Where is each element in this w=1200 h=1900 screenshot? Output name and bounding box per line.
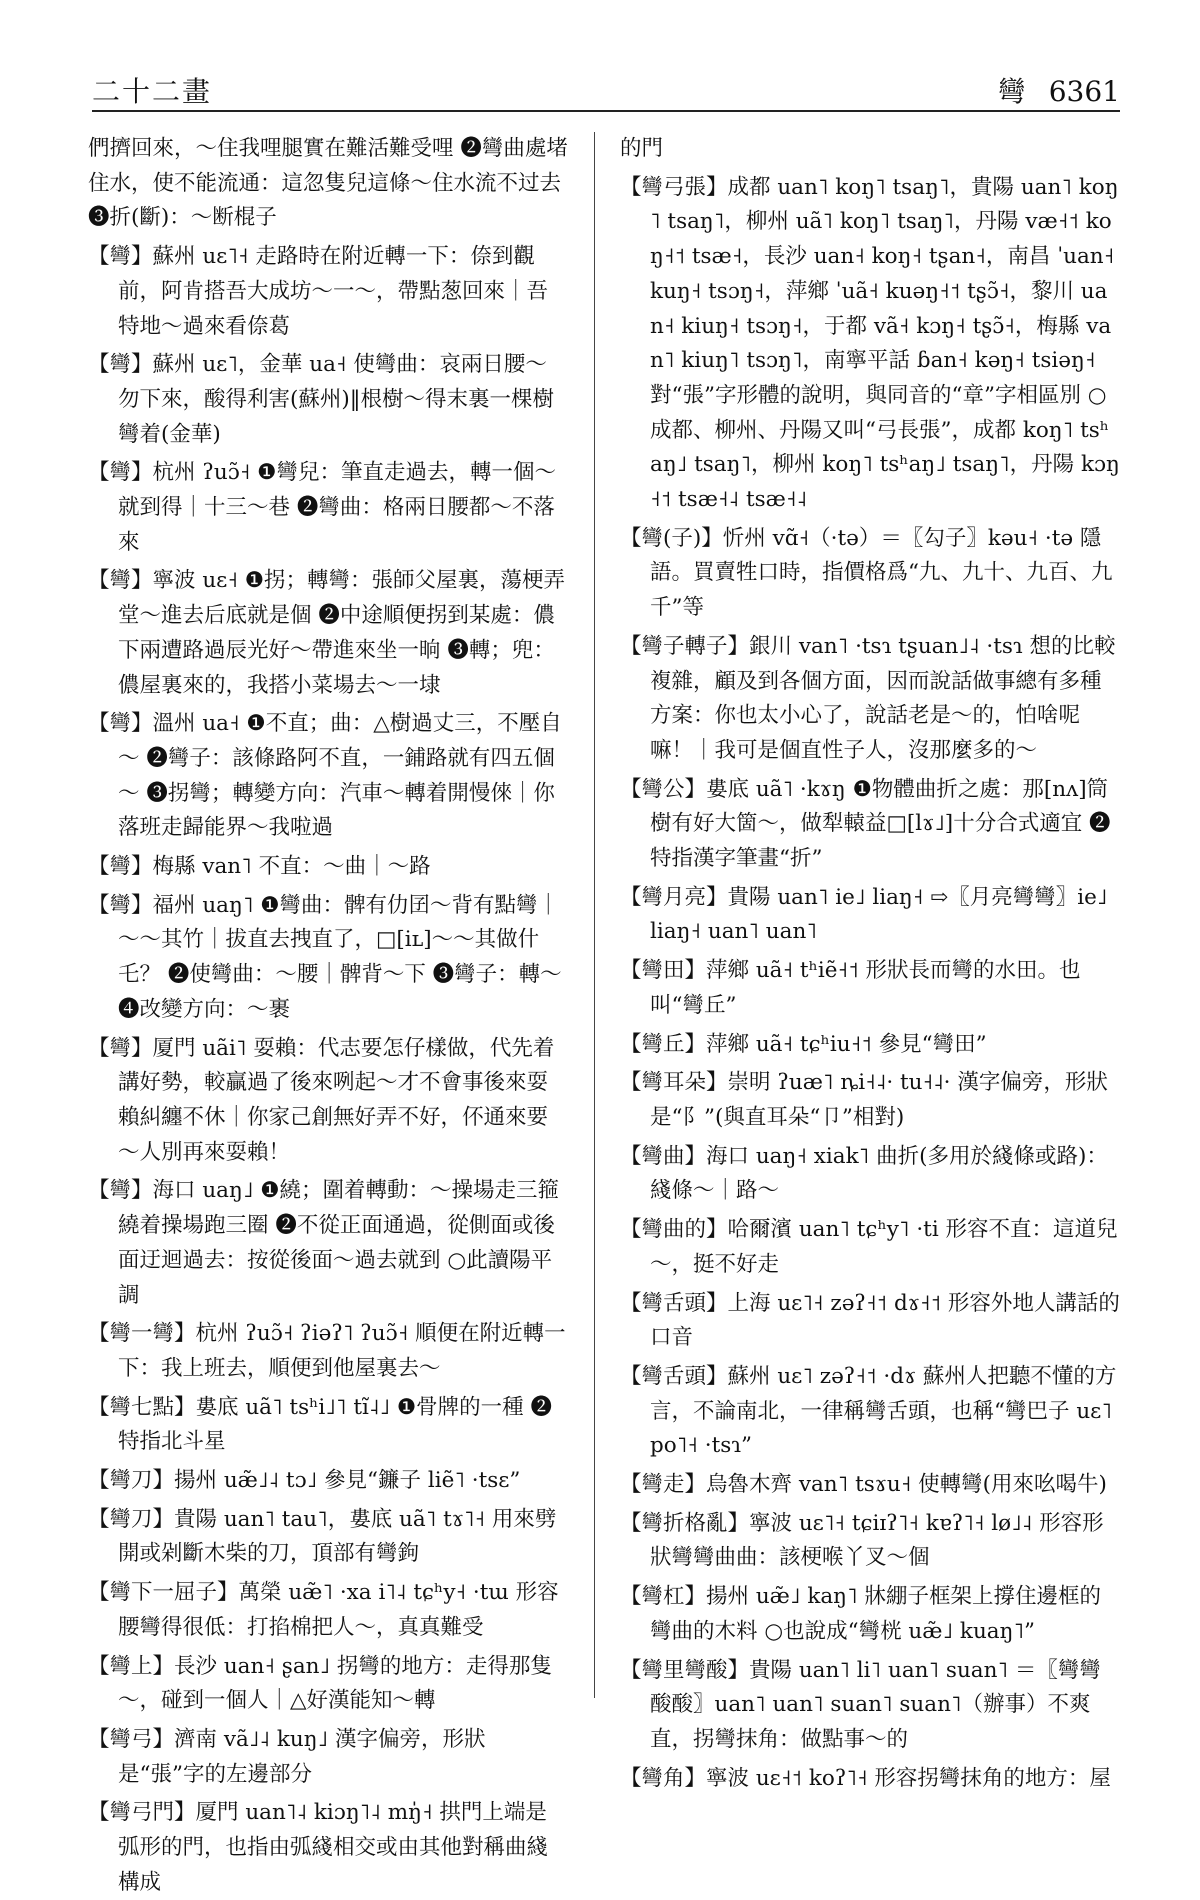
left-column xyxy=(88,132,568,1895)
dictionary-entry: 【彎】福州 uaŋ˥ ❶彎曲：髀有仂囝～背有點彎｜～～其竹｜拔直去拽直了，□[iʟ]～～其做什乇？ ❷使彎曲：～腰｜髀背～下 ❸彎子：轉～ ❹改變方向：～裹 xyxy=(88,892,562,1022)
dictionary-entry: 【彎折格亂】寧波 uɛ˥˧ tɕiɪʔ˥˧ kɐʔ˥˧ lø˩˨ 形容形狀彎彎曲曲：該梗喉丫叉～個 xyxy=(620,1510,1104,1571)
dictionary-entry: 【彎弓門】厦門 uan˥˨ kiɔŋ˥˨ mŋ̍˧ 拱門上端是弧形的門，也指由弧綫相交或由其他對稱曲綫構成 xyxy=(88,1800,549,1895)
dictionary-entry: 【彎田】萍鄉 uã˧ tʰiẽ˧˦ 形狀長而彎的水田。也叫“彎丘” xyxy=(620,958,1081,1018)
dictionary-entry: 【彎(子)】忻州 vɑ̃˧（·tə）＝〖勾子〗kəu˧ ·tə 隱語。買賣牲口時，指價格爲“九、九十、九百、九千”等 xyxy=(620,525,1113,621)
dictionary-entry: 【彎上】長沙 uan˧ ʂan˩ 拐彎的地方：走得那隻～，碰到一個人｜△好漢能知～轉 xyxy=(88,1653,552,1714)
dictionary-entry: 【彎】杭州 ʔuɔ̃˧ ❶彎兒：筆直走過去，轉一個～就到得｜十三～巷 ❷彎曲：格兩日腰都～不落來 xyxy=(88,460,556,555)
dictionary-entry: 【彎丘】萍鄉 uã˧ tɕʰiu˧˦ 參見“彎田” xyxy=(620,1031,987,1057)
dictionary-entry: 【彎曲的】哈爾濱 uan˥ tɕʰy˥ ·ti 形容不直：這道兒～，挺不好走 xyxy=(620,1217,1118,1277)
dictionary-entry: 【彎曲】海口 uaŋ˧ xiak˥ 曲折(多用於綫條或路)：綫條～｜路～ xyxy=(620,1143,1108,1204)
page-head-right xyxy=(984,70,1120,110)
dictionary-entry: 【彎走】烏魯木齊 van˥ tsɤu˧ 使轉彎(用來吆喝牛) xyxy=(620,1472,1107,1498)
dictionary-entry: 【彎】寧波 uɛ˧ ❶拐；轉彎：張師父屋裏，蕩梗弄堂～進去后底就是個 ❷中途順便拐到某處：儂下兩遭路過辰光好～帶進來坐一晌 ❸轉；兜：儂屋裏來的，我搭小菜場去～一埭 xyxy=(88,568,566,698)
dictionary-entry: 【彎】蘇州 uɛ˥˧ 走路時在附近轉一下：倷到觀前，阿肯搭吾大成坊～一～，帶點葱回來｜吾特地～過來看倷葛 xyxy=(88,244,549,339)
dictionary-entry: 【彎弓張】成都 uan˥ koŋ˥ tsaŋ˥，貴陽 uan˥ koŋ˥ tsaŋ˥，柳州 uã˥ koŋ˥ tsaŋ˥，丹陽 væ˧˦ koŋ˧˦ tsæ˧，長沙 uan˧ koŋ˧ tʂan˧，南昌 ˈuan˧ kuŋ˧ tsɔŋ˧，萍鄉 ˈuã˧ kuəŋ˧˦ tʂɔ̃˧，黎川 uan˧ kiuŋ˧ tsɔŋ˧，于都 vã˧ kɔŋ˧ tʂɔ̃˧，梅縣 van˥ kiuŋ˥ tsɔŋ˥，南寧平話 ɓan˧ kəŋ˧ tsiəŋ˧ 對“張”字形體的說明，與同音的“章”字相區別 ○成都、柳州、丹陽又叫“弓長張”，成都 koŋ˥ tsʰaŋ˩ tsaŋ˥，柳州 koŋ˥ tsʰaŋ˩ tsaŋ˥，丹陽 kɔŋ˧˦ tsæ˧˨ tsæ˧˨ xyxy=(620,174,1120,513)
page-number: 6361 xyxy=(1048,75,1120,108)
page-header xyxy=(92,66,1120,112)
dictionary-entry: 【彎】梅縣 van˥ 不直：～曲｜～路 xyxy=(88,854,431,880)
dictionary-entry: 【彎】蘇州 uɛ˥，金華 ua˧ 使彎曲：哀兩日腰～勿下來，酸得利害(蘇州)‖根樹～得末裏一棵樹彎着(金華) xyxy=(88,352,555,447)
dictionary-entry: 【彎舌頭】蘇州 uɛ˥ zəʔ˧˦ ·dɤ 蘇州人把聽不懂的方言，不論南北，一律稱彎舌頭，也稱“彎巴子 uɛ˥ po˥˧ ·tsɿ” xyxy=(620,1363,1117,1459)
dictionary-entry: 的門 xyxy=(620,136,664,161)
dictionary-entry: 【彎刀】貴陽 uan˥ tau˥，婁底 uã˥ tɤ˥˧ 用來劈開或剁斷木柴的刀，頂部有彎鉤 xyxy=(88,1506,557,1567)
dictionary-entry: 【彎弓】濟南 vã˩˨ kuŋ˩ 漢字偏旁，形狀是“張”字的左邊部分 xyxy=(88,1726,486,1787)
dictionary-entry: 【彎角】寧波 uɛ˧˦ koʔ˥˧ 形容拐彎抹角的地方：屋 xyxy=(620,1765,1111,1791)
dictionary-entry: 【彎下一屈子】萬榮 uæ̃˥ ·xa i˥˨ tɕʰy˧ ·tɯ 形容腰彎得很低：打掐棉把人～，真真難受 xyxy=(88,1580,559,1640)
dictionary-entry: 【彎里彎酸】貴陽 uan˥ li˥ uan˥ suan˥ ＝〖彎彎酸酸〗uan˥ uan˥ suan˥ suan˥（辦事）不爽直，拐彎抹角：做點事～的 xyxy=(620,1657,1101,1752)
dictionary-entry: 【彎子轉子】銀川 van˥ ·tsɿ tʂuan˩˨ ·tsɿ 想的比較複雜，顧及到各個方面，因而說話做事總有多種方案：你也太小心了，說話老是～的，怕啥呢嘛！｜我可是個直性子人，沒那麼多的～ xyxy=(620,633,1116,763)
dictionary-entry: 【彎】厦門 uãi˥ 耍賴：代志要怎仔樣做，代先着講好勢，較贏過了後來咧起～才不會事後來耍賴糾纏不休｜你家己創無好弄不好，伓通來要～人別再來耍賴！ xyxy=(88,1035,555,1165)
right-column xyxy=(620,132,1120,1791)
dictionary-entry: 【彎一彎】杭州 ʔuɔ̃˧ ʔiəʔ˥ ʔuɔ̃˧ 順便在附近轉一下：我上班去，順便到他屋裏去～ xyxy=(88,1321,566,1381)
dictionary-entry: 們擠回來，～住我哩腿實在難活難受哩 ❷彎曲處堵住水，使不能流通：這忽隻兒這條～住水流不过去 ❸折(斷)：～断棍子 xyxy=(88,136,568,231)
dictionary-entry: 【彎七點】婁底 uã˥ tsʰi˩˥ tĩ˨˩ ❶骨牌的一種 ❷特指北斗星 xyxy=(88,1394,552,1455)
dictionary-entry: 【彎】海口 uaŋ˩ ❶繞；圍着轉動：～操場走三箍繞着操場跑三圈 ❷不從正面通過，從側面或後面迂迴過去：按從後面～過去就到 ○此讀陽平調 xyxy=(88,1178,560,1308)
dictionary-entry: 【彎耳朵】崇明 ʔuæ˥ ȵi˧˨· tu˧˨· 漢字偏旁，形狀是“阝”(與直耳朵“卩”相對) xyxy=(620,1070,1108,1130)
dictionary-entry: 【彎杠】揚州 uæ̃˩ kaŋ˥ 牀綳子框架上撐住邊框的彎曲的木料 ○也說成“彎桄 uæ̃˩ kuaŋ˥” xyxy=(620,1584,1101,1644)
dictionary-entry: 【彎刀】揚州 uæ̃˩˨ tɔ˩ 參見“鐮子 liẽ˥ ·tsɛ” xyxy=(88,1468,521,1494)
head-character: 彎 xyxy=(997,75,1026,108)
section-label: 二十二畫 xyxy=(92,75,213,108)
column-divider xyxy=(594,132,595,1698)
dictionary-entry: 【彎公】婁底 uã˥ ·kɤŋ ❶物體曲折之處：那[nʌ]筒樹有好大箇～，做犁轅益□[lɤ˩]十分合式適宜 ❷特指漢字筆畫“折” xyxy=(620,776,1111,872)
dictionary-entry: 【彎月亮】貴陽 uan˥ ie˩ liaŋ˧ ⇨〖月亮彎彎〗ie˩ liaŋ˧ uan˥ uan˥ xyxy=(620,884,1108,945)
dictionary-entry: 【彎舌頭】上海 uɛ˥˧ zəʔ˧˦ dɤ˧˦ 形容外地人講話的口音 xyxy=(620,1290,1120,1351)
dictionary-entry: 【彎】溫州 ua˧ ❶不直；曲：△樹過丈三，不壓自～ ❷彎子：該條路阿不直，一鋪路就有四五個～ ❸拐彎；轉變方向：汽車～轉着開慢倈｜你落班走歸能界～我啦過 xyxy=(88,711,562,841)
